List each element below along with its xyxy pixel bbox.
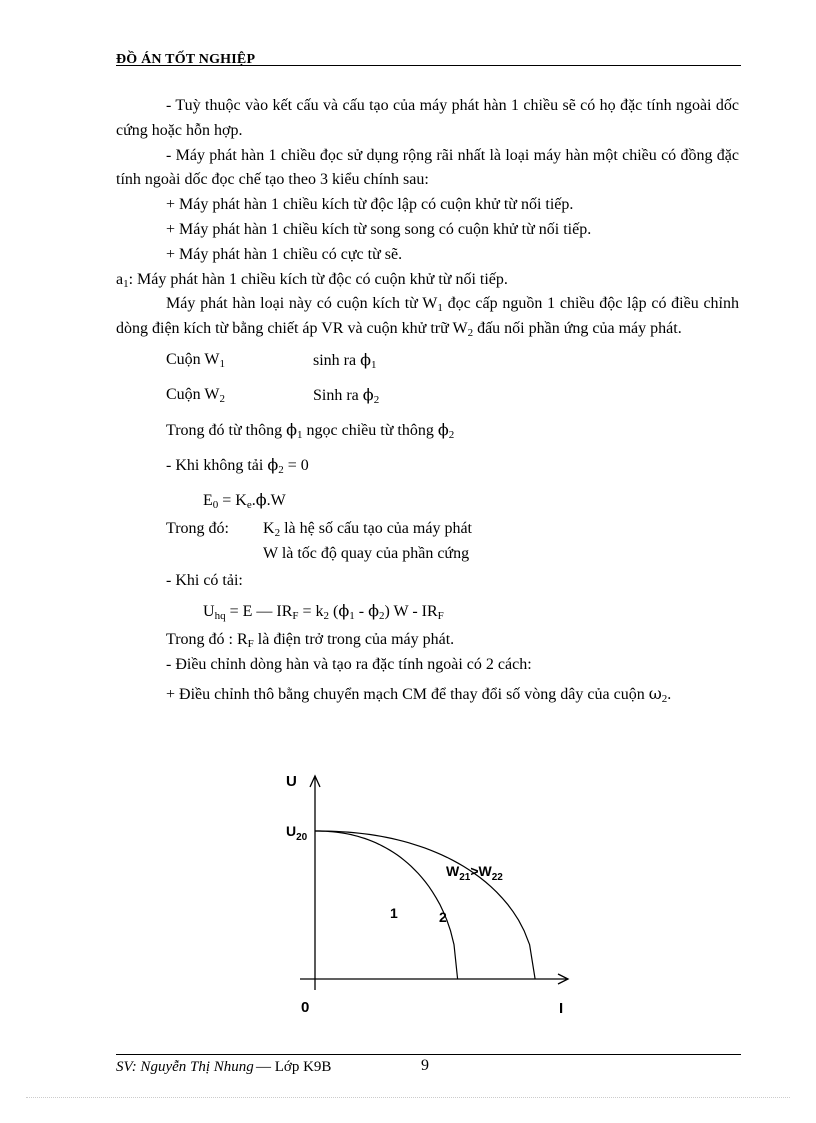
paragraph-3: Máy phát hàn loại này có cuộn kích từ $W_1$ đọc cấp nguồn 1 chiều độc lập có điều chỉnh dòng điện kích từ bằng chiết áp VR và cuộn khử trữ $W_2$ đấu nối phần ứng của máy phát. xyxy=(116,295,739,340)
footer-author: SV: Nguyễn Thị Nhung xyxy=(116,1059,254,1075)
load-line: - Khi có tải: xyxy=(166,571,243,589)
equation-uhq: $U_{hq} = E$ — $IR_F = k_2$ $(\phi_1 - \phi_2)$ W - $IR_F$ xyxy=(203,601,444,623)
page-footer xyxy=(116,1054,741,1075)
page-number: 9 xyxy=(421,1057,429,1074)
flux-direction-line: Trong đó từ thông $\phi_1$ ngọc chiều từ thông $\phi_2$ xyxy=(166,419,455,441)
origin-label: 0 xyxy=(301,999,310,1016)
winding-annotation: $W_{21}>W_{22}$ xyxy=(446,863,503,883)
adjust-line: - Điều chỉnh dòng hàn và tạo ra đặc tính ngoài có 2 cách: xyxy=(166,656,532,674)
section-a1: $a_1$: Máy phát hàn 1 chiều kích từ độc có cuộn khử từ nối tiếp. xyxy=(116,270,508,290)
where-k2-line: Trong đó: $K_2$ là hệ số cấu tạo của máy phát xyxy=(166,519,472,539)
curve-2 xyxy=(315,831,535,979)
footer-class: — Lớp K9B xyxy=(256,1059,332,1075)
document-body xyxy=(116,94,739,710)
x-axis-label: I xyxy=(559,1000,564,1017)
page-edge-dots xyxy=(26,1097,790,1098)
bullet-2: + Máy phát hàn 1 chiều kích từ song song có cuộn khử từ nối tiếp. xyxy=(166,220,592,238)
curve-1-label: 1 xyxy=(390,905,398,921)
adjust-coarse-line: + Điều chỉnh thô bằng chuyển mạch CM để thay đổi số vòng dây của cuộn $\omega_2$. xyxy=(166,683,672,705)
rf-line: Trong đó : $R_F$ là điện trở trong của máy phát. xyxy=(166,631,455,651)
equation-e0: $E_0 = K_e.\phi.W$ xyxy=(203,489,286,511)
bullet-1: + Máy phát hàn 1 chiều kích từ độc lập có cuộn khử từ nối tiếp. xyxy=(166,196,574,214)
page-header xyxy=(116,50,741,66)
where-w-line: W là tốc độ quay của phần cứng xyxy=(263,544,470,562)
curve-2-label: 2 xyxy=(439,909,447,925)
characteristic-chart xyxy=(270,772,590,1022)
coil-w1-line: Cuộn $W_1$ sinh ra $\phi_1$ xyxy=(166,349,377,371)
characteristic-figure xyxy=(270,772,590,1022)
paragraph-2: - Máy phát hàn 1 chiều đọc sử dụng rộng rãi nhất là loại máy hàn một chiều có đồng đặc tính ngoài dốc đọc chế tạo theo 3 kiểu chính sau: xyxy=(116,146,739,189)
y-intercept-label: $U_{20}$ xyxy=(286,823,308,843)
curve-1 xyxy=(315,831,458,979)
header-title: ĐỒ ÁN TỐT NGHIỆP xyxy=(116,52,256,67)
no-load-line: - Khi không tải $\phi_2 = 0$ xyxy=(166,454,309,476)
paragraph-1: - Tuỳ thuộc vào kết cấu và cấu tạo của máy phát hàn 1 chiều sẽ có họ đặc tính ngoài dốc cứng hoặc hỗn hợp. xyxy=(116,97,739,139)
bullet-3: + Máy phát hàn 1 chiều có cực từ sẽ. xyxy=(166,245,403,263)
coil-w2-line: Cuộn $W_2$ Sinh ra $\phi_2$ xyxy=(166,384,380,406)
y-axis-label: U xyxy=(286,773,297,790)
